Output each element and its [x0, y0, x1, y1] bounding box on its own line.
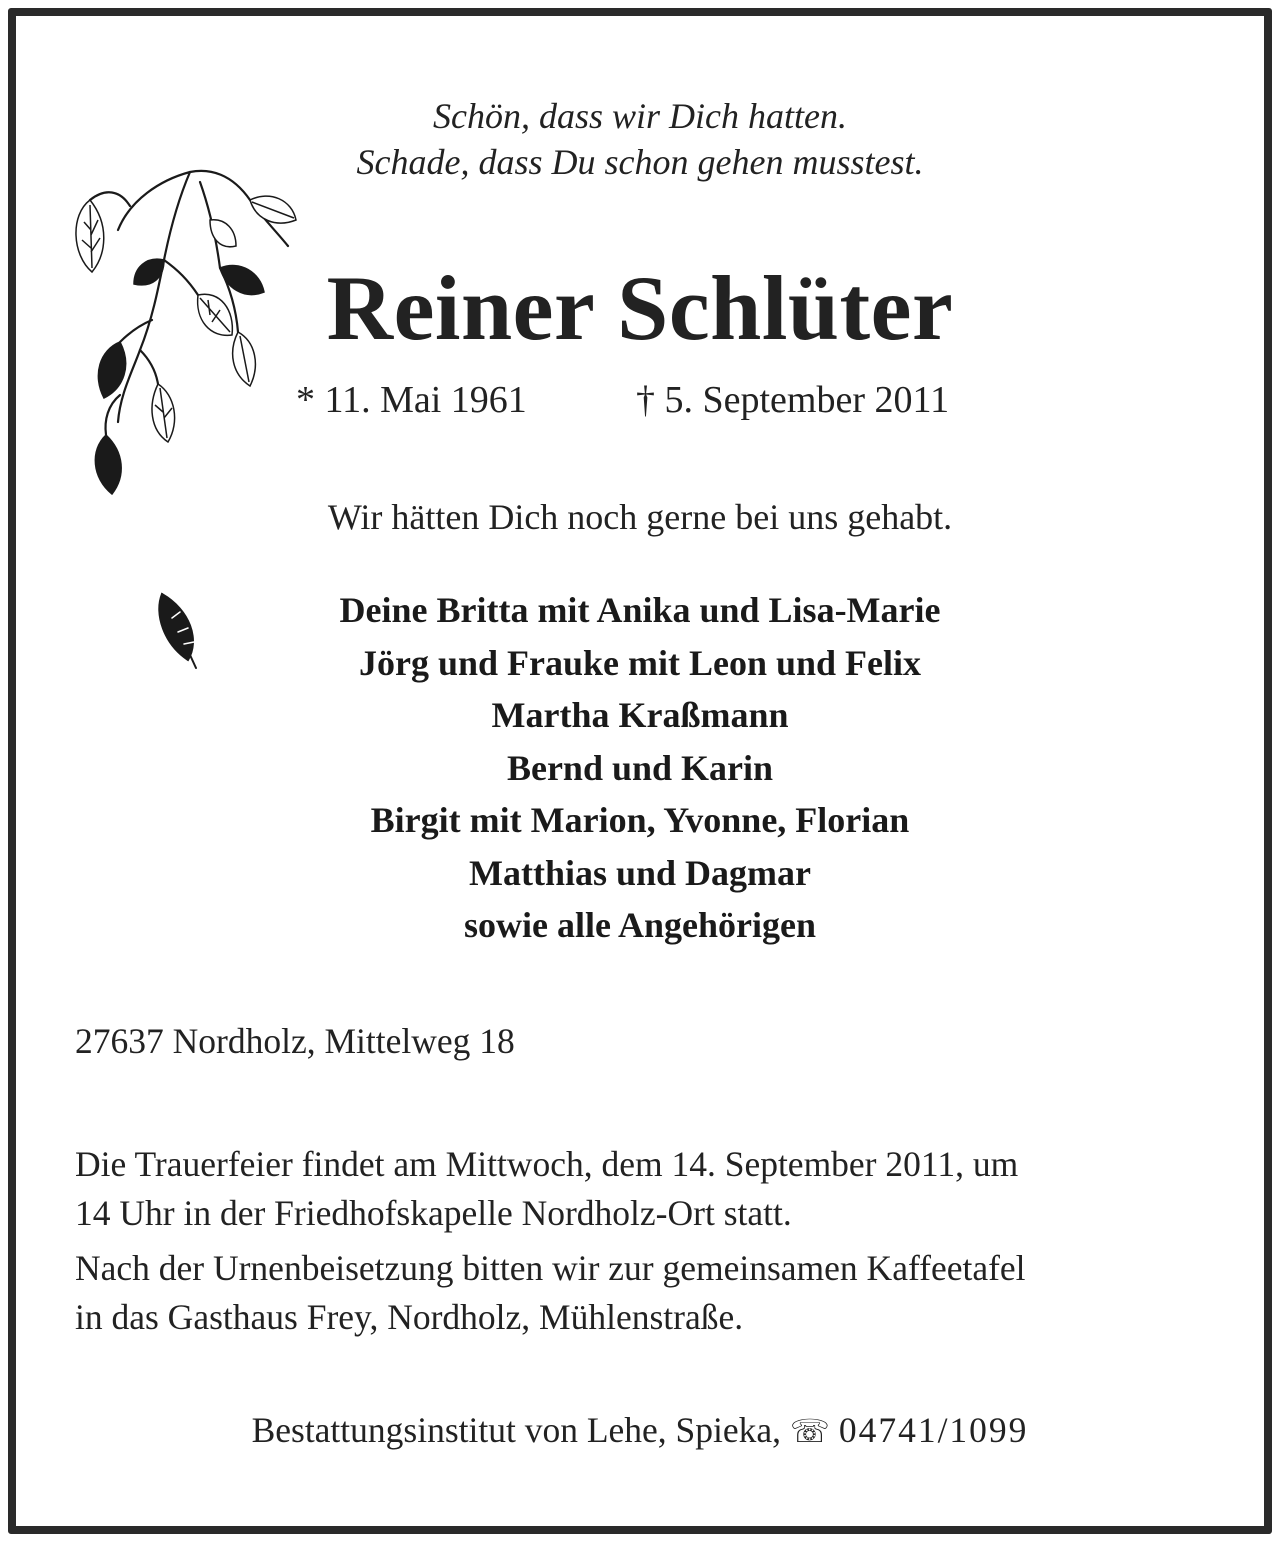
mourner-line: Jörg und Frauke mit Leon und Felix [358, 642, 922, 683]
motto-line-1: Schön, dass wir Dich hatten. [433, 96, 847, 136]
mourner-line: Martha Kraßmann [491, 695, 789, 735]
service-line-1: Die Trauerfeier findet am Mittwoch, dem 14. September 2011, um [75, 1144, 1019, 1184]
birth-date: * 11. Mai 1961 [296, 379, 527, 421]
reception-line-1: Nach der Urnenbeisetzung bitten wir zur gemeinsamen Kaffeetafel [75, 1248, 1026, 1288]
sentiment-line: Wir hätten Dich noch gerne bei uns gehabt. [327, 497, 953, 537]
motto-line-2: Schade, dass Du schon gehen musstest. [356, 142, 924, 182]
death-date: † 5. September 2011 [636, 379, 950, 421]
telephone-icon: ☏ [789, 1412, 830, 1450]
mourner-line: sowie alle Angehörigen [464, 905, 816, 945]
mourner-line: Bernd und Karin [506, 747, 774, 788]
phone-number: 04741/1099 [838, 1410, 1029, 1450]
mourner-line: Deine Britta mit Anika und Lisa-Marie [339, 590, 941, 630]
undertaker-name: Bestattungsinstitut von Lehe, Spieka, [251, 1410, 782, 1450]
service-line-2: 14 Uhr in der Friedhofskapelle Nordholz-Ort statt. [75, 1193, 792, 1233]
undertaker-footer [0, 1408, 1280, 1453]
mourners-address: 27637 Nordholz, Mittelweg 18 [75, 1021, 515, 1061]
mourner-line: Birgit mit Marion, Yvonne, Florian [370, 800, 910, 840]
reception-line-2: in das Gasthaus Frey, Nordholz, Mühlenstraße. [75, 1297, 744, 1337]
deceased-name: Reiner Schlüter [326, 257, 954, 359]
mourner-line: Matthias und Dagmar [468, 852, 812, 893]
